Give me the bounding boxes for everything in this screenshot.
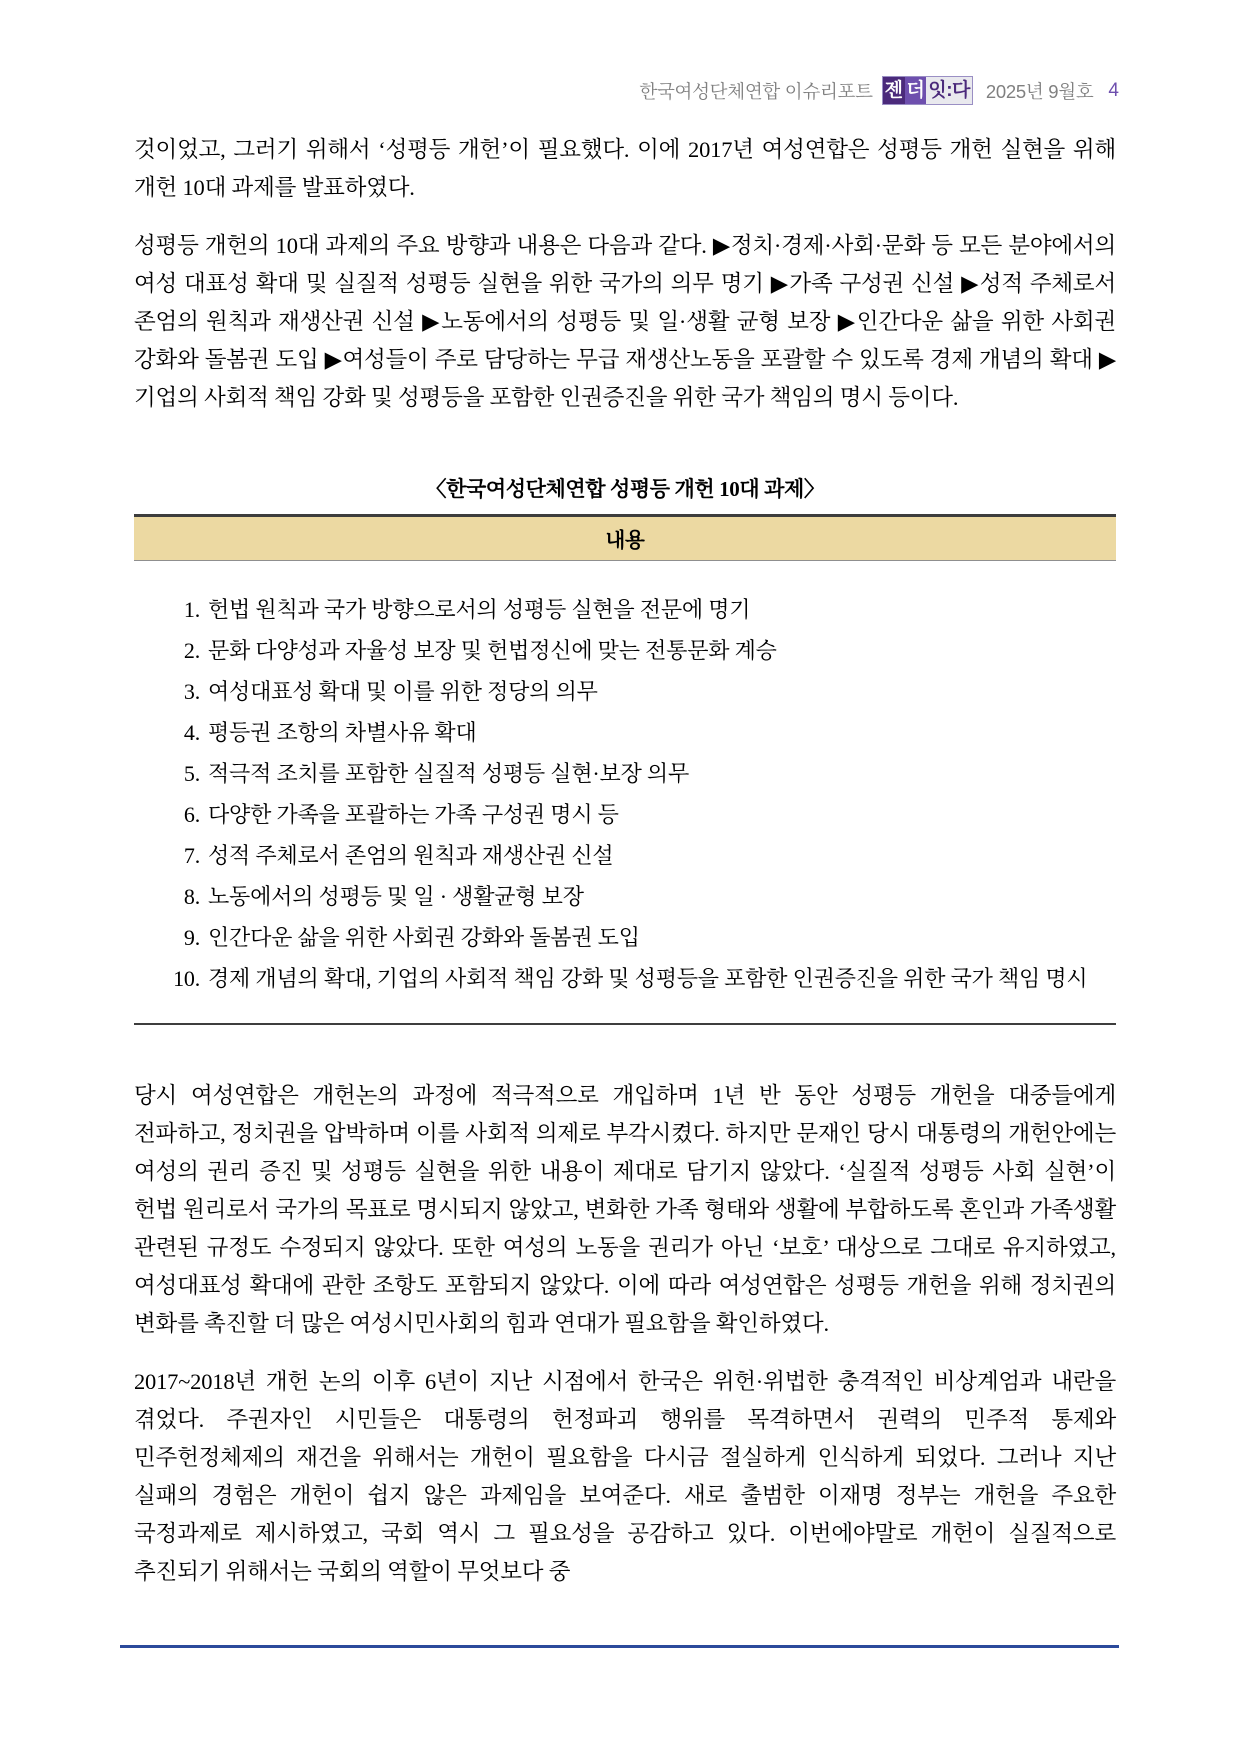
list-item: 헌법 원칙과 국가 방향으로서의 성평등 실현을 전문에 명기 (208, 597, 751, 622)
body-paragraph-1: 것이었고, 그러기 위해서 ‘성평등 개헌’이 필요했다. 이에 2017년 여성연합은 성평등 개헌 실현을 위해 개헌 10대 과제를 발표하였다. (134, 137, 1116, 200)
spacer-after-table (134, 1025, 1116, 1077)
task-list (134, 589, 1116, 999)
list-item: 다양한 가족을 포괄하는 가족 구성권 명시 등 (208, 802, 619, 827)
body-paragraph-2: 성평등 개헌의 10대 과제의 주요 방향과 내용은 다음과 같다. ▶정치·경제·사회·문화 등 모든 분야에서의 여성 대표성 확대 및 실질적 성평등 실현을 위한 국가의 의무 명기 ▶가족 구성권 신설 ▶성적 주체로서 존엄의 원칙과 재생산권 신설 ▶노동에서의 성평등 및 일·생활 균형 보장 ▶인간다운 삶을 위한 사회권 강화와 돌봄권 도입 ▶여성들이 주로 담당하는 무급 재생산노동을 포괄할 수 있도록 경제 개념의 확대 ▶기업의 사회적 책임 강화 및 성평등을 포함한 인권증진을 위한 국가 책임의 명시 등이다. (134, 233, 1116, 410)
footer-rule (120, 1645, 1119, 1648)
list-item: 경제 개념의 확대, 기업의 사회적 책임 강화 및 성평등을 포함한 인권증진을 위한 국가 책임 명시 (208, 966, 1088, 991)
list-item: 성적 주체로서 존엄의 원칙과 재생산권 신설 (208, 843, 614, 868)
body-paragraph-3: 당시 여성연합은 개헌논의 과정에 적극적으로 개입하며 1년 반 동안 성평등 개헌을 대중들에게 전파하고, 정치권을 압박하며 이를 사회적 의제로 부각시켰다. 하지만 문재인 당시 대통령의 개헌안에는 여성의 권리 증진 및 성평등 실현을 위한 내용이 제대로 담기지 않았다. ‘실질적 성평등 사회 실현’이 헌법 원리로서 국가의 목표로 명시되지 않았고, 변화한 가족 형태와 생활에 부합하도록 혼인과 가족생활 관련된 규정도 수정되지 않았다. 또한 여성의 노동을 권리가 아닌 ‘보호’ 대상으로 그대로 유지하였고, 여성대표성 확대에 관한 조항도 포함되지 않았다. 이에 따라 여성연합은 성평등 개헌을 위해 정치권의 변화를 촉진할 더 많은 여성시민사회의 힘과 연대가 필요함을 확인하였다. (134, 1083, 1116, 1336)
list-item: 평등권 조항의 차별사유 확대 (208, 720, 477, 745)
table-body (134, 561, 1116, 1023)
content-column (134, 131, 1116, 1591)
gender-itda-logo (882, 76, 973, 105)
page-number: 4 (1108, 79, 1119, 101)
list-item: 여성대표성 확대 및 이를 위한 정당의 의무 (208, 679, 598, 704)
publisher-label: 한국여성단체연합 이슈리포트 (639, 80, 873, 102)
list-item: 노동에서의 성평등 및 일 · 생활균형 보장 (208, 884, 584, 909)
list-item: 인간다운 삶을 위한 사회권 강화와 돌봄권 도입 (208, 925, 640, 950)
list-item: 적극적 조치를 포함한 실질적 성평등 실현·보장 의무 (208, 761, 690, 786)
logo-part-itda: 잇:다 (926, 77, 972, 104)
logo-part-deo: 더 (905, 77, 927, 104)
table-column-header: 내용 (134, 517, 1116, 561)
table-caption: 〈한국여성단체연합 성평등 개헌 10대 과제〉 (425, 477, 825, 501)
body-paragraph-4: 2017~2018년 개헌 논의 이후 6년이 지난 시점에서 한국은 위헌·위법한 충격적인 비상계엄과 내란을 겪었다. 주권자인 시민들은 대통령의 헌정파괴 행위를 목격하면서 권력의 민주적 통제와 민주헌정체제의 재건을 위해서는 개헌이 필요함을 다시금 절실하게 인식하게 되었다. 그러나 지난 실패의 경험은 개헌이 쉽지 않은 과제임을 보여준다. 새로 출범한 이재명 정부는 개헌을 주요한 국정과제로 제시하였고, 국회 역시 그 필요성을 공감하고 있다. 이번에야말로 개헌이 실질적으로 추진되기 위해서는 국회의 역할이 무엇보다 중 (134, 1369, 1116, 1584)
logo-part-jen: 젠 (883, 77, 905, 104)
task-table (134, 473, 1116, 1025)
spacer-before-table (134, 437, 1116, 471)
list-item: 문화 다양성과 자율성 보장 및 헌법정신에 맞는 전통문화 계승 (208, 638, 777, 663)
issue-label: 2025년 9월호 (985, 80, 1094, 102)
running-header (639, 76, 1119, 105)
